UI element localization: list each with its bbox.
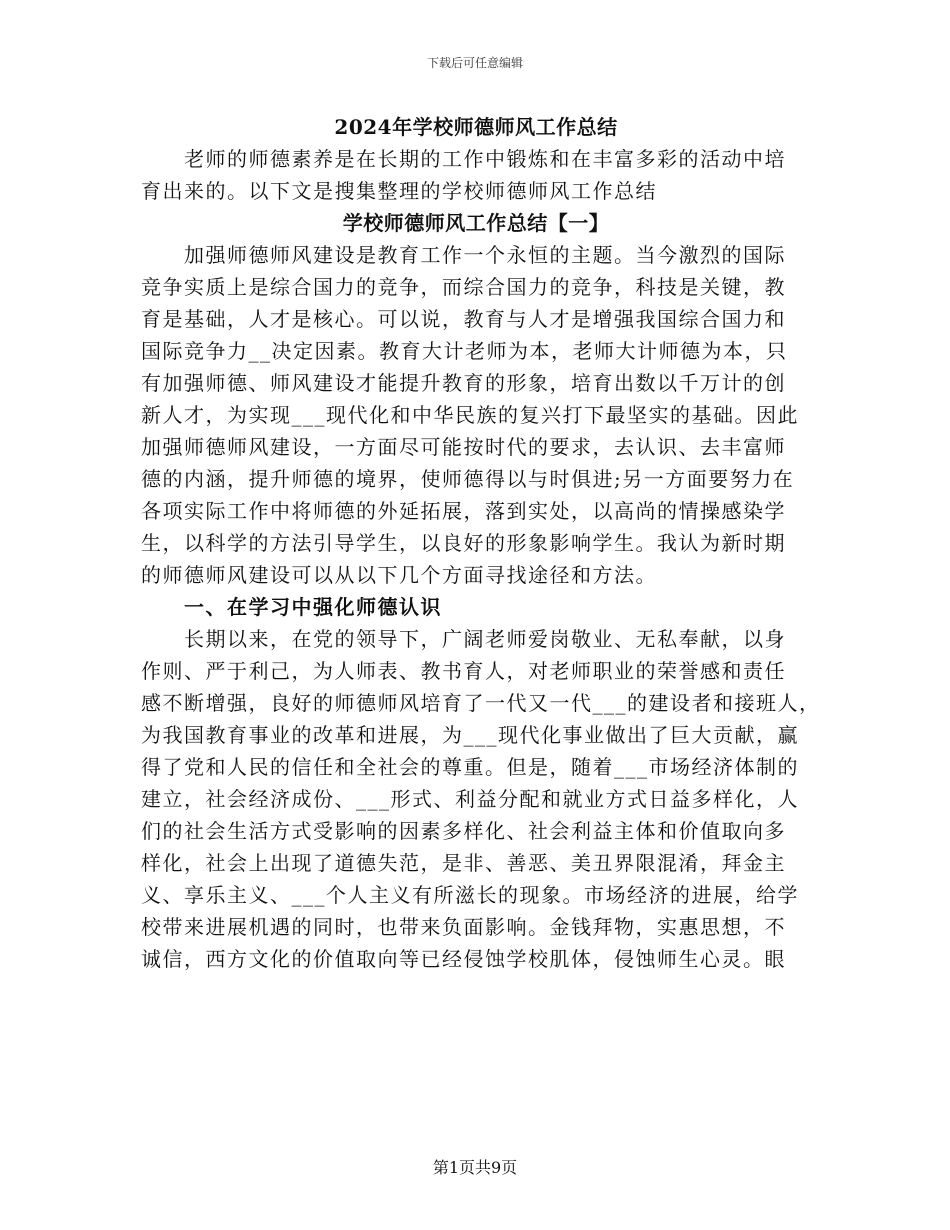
paragraph-line: 样化，社会上出现了道德失范，是非、善恶、美丑界限混淆，拜金主: [141, 851, 786, 875]
paragraph-line: 诚信，西方文化的价值取向等已经侵蚀学校肌体，侵蚀师生心灵。眼: [141, 947, 786, 971]
paragraph-line: 为我国教育事业的改革和进展，为___现代化事业做出了巨大贡献，赢: [141, 723, 799, 747]
document-title: 2024年学校师德师风工作总结: [334, 115, 618, 139]
paragraph-line: 育是基础，人才是核心。可以说，教育与人才是增强我国综合国力和: [141, 307, 786, 331]
paragraph-line: 作则、严于利己，为人师表、教书育人，对老师职业的荣誉感和责任: [141, 659, 786, 683]
paragraph-line: 加强师德师风建设是教育工作一个永恒的主题。当今激烈的国际: [184, 243, 786, 267]
section-title: 学校师德师风工作总结【一】: [342, 211, 610, 235]
paragraph-line: 国际竞争力__决定因素。教育大计老师为本，老师大计师德为本，只: [141, 339, 788, 363]
paragraph-line: 义、享乐主义、___个人主义有所滋长的现象。市场经济的进展，给学: [141, 883, 799, 907]
paragraph-line: 的师德师风建设可以从以下几个方面寻找途径和方法。: [141, 563, 657, 587]
document-body: [141, 111, 821, 975]
intro-line: 育出来的。以下文是搜集整理的学校师德师风工作总结: [141, 179, 657, 203]
header-note: 下载后可任意编辑: [426, 56, 523, 70]
paragraph-line: 新人才，为实现___现代化和中华民族的复兴打下最坚实的基础。因此: [141, 403, 799, 427]
paragraph-line: 竞争实质上是综合国力的竞争，而综合国力的竞争，科技是关键，教: [141, 275, 786, 299]
page-footer: 第1页共9页: [432, 1158, 518, 1177]
paragraph-line: 得了党和人民的信任和全社会的尊重。但是，随着___市场经济体制的: [141, 755, 799, 779]
paragraph-line: 加强师德师风建设，一方面尽可能按时代的要求，去认识、去丰富师: [141, 435, 786, 459]
paragraph-line: 校带来进展机遇的同时，也带来负面影响。金钱拜物，实惠思想，不: [141, 915, 786, 939]
paragraph-line: 各项实际工作中将师德的外延拓展，落到实处，以高尚的情操感染学: [141, 499, 786, 523]
paragraph-line: 长期以来，在党的领导下，广阔老师爱岗敬业、无私奉献，以身: [184, 627, 786, 651]
paragraph-line: 德的内涵，提升师德的境界，使师德得以与时俱进;另一方面要努力在: [141, 467, 795, 491]
paragraph-line: 感不断增强，良好的师德师风培育了一代又一代___的建设者和接班人，: [141, 691, 821, 715]
paragraph-line: 建立，社会经济成份、___形式、利益分配和就业方式日益多样化，人: [141, 787, 799, 811]
paragraph-line: 有加强师德、师风建设才能提升教育的形象，培育出数以千万计的创: [141, 371, 786, 395]
section-heading: 一、在学习中强化师德认识: [184, 595, 442, 619]
intro-line: 老师的师德素养是在长期的工作中锻炼和在丰富多彩的活动中培: [184, 147, 786, 171]
paragraph-line: 们的社会生活方式受影响的因素多样化、社会利益主体和价值取向多: [141, 819, 786, 843]
paragraph-line: 生，以科学的方法引导学生，以良好的形象影响学生。我认为新时期: [141, 531, 786, 555]
